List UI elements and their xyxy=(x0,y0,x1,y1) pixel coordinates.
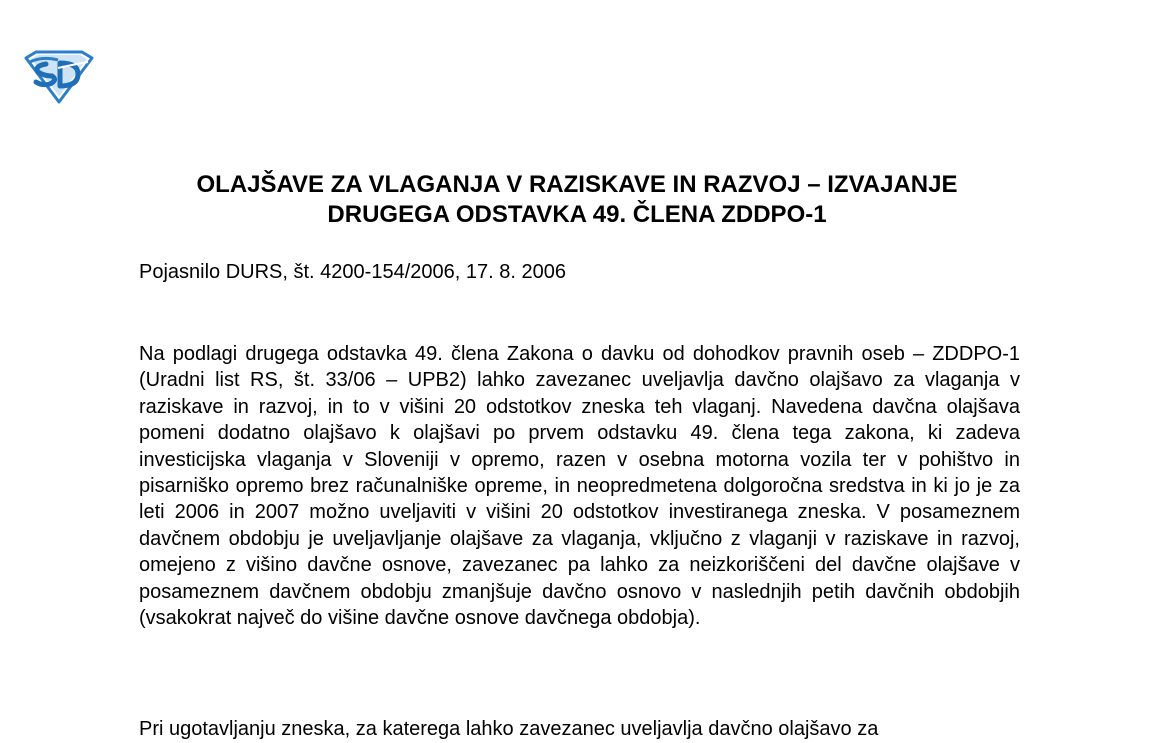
document-reference: Pojasnilo DURS, št. 4200-154/2006, 17. 8. 2006 xyxy=(139,261,566,283)
title-line-2: DRUGEGA ODSTAVKA 49. ČLENA ZDDPO-1 xyxy=(327,201,827,228)
body-paragraph-1: Na podlagi drugega odstavka 49. člena Zakona o davku od dohodkov pravnih oseb – ZDDPO-1 (Uradni list RS, št. 33/06 – UPB2) lahko zavezanec uveljavlja davčno olajšavo za vlaganja v raziskave in razvoj, in to v višini 20 odstotkov zneska teh vlaganj. Navedena davčna olajšava pomeni dodatno olajšavo k olajšavi po prvem odstavku 49. člena tega zakona, ki zadeva investicijska vlaganja v Sloveniji v opremo, razen v osebna motorna vozila ter v pohištvo in pisarniško opremo brez računalniške opreme, in neopredmetena dolgoročna sredstva in ki jo je za leti 2006 in 2007 možno uveljaviti v višini 20 odstotkov investiranega zneska. V posameznem davčnem obdobju je uveljavljanje olajšave za vlaganja, vključno z vlaganji v raziskave in razvoj, omejeno z višino davčne osnove, zavezanec pa lahko za neizkoriščeni del davčne olajšave v posameznem davčnem obdobju zmanjšuje davčno osnovo v naslednjih petih davčnih obdobjih (vsakokrat največ do višine davčne osnove davčnega obdobja). xyxy=(139,343,1020,630)
body-paragraph-2: Pri ugotavljanju zneska, za katerega lahko zavezanec uveljavlja davčno olajšavo za xyxy=(139,718,879,740)
sd-logo-icon xyxy=(22,50,96,104)
document-title xyxy=(120,170,1034,230)
title-line-1: OLAJŠAVE ZA VLAGANJA V RAZISKAVE IN RAZVOJ – IZVAJANJE xyxy=(196,171,958,198)
